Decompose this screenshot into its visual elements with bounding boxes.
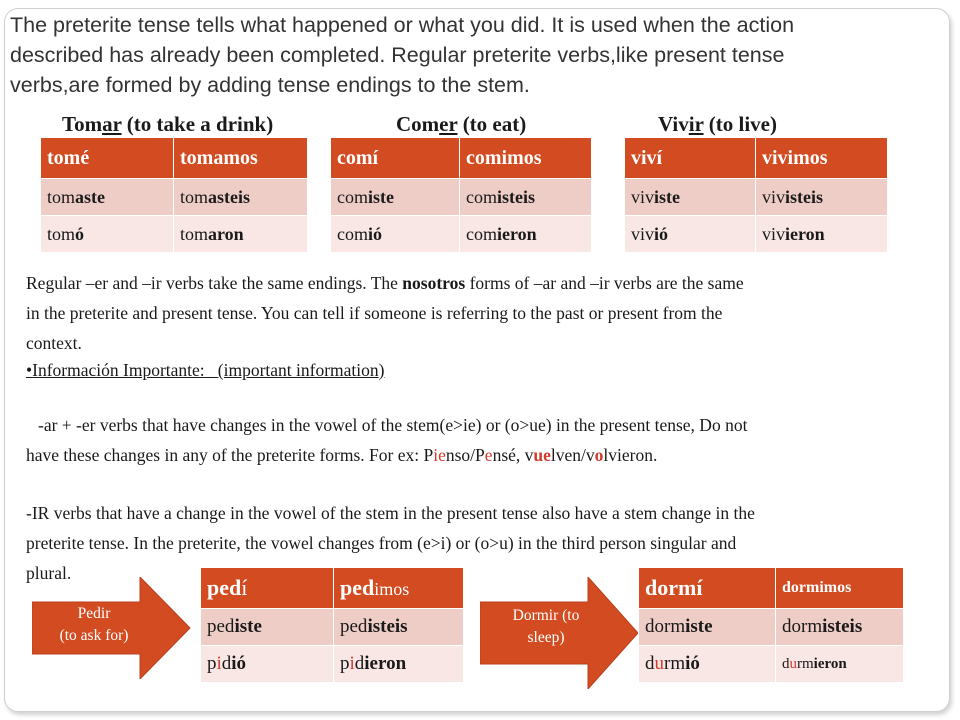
table-cell: vivimos bbox=[756, 138, 888, 179]
stem-change-ir-paragraph: -IR verbs that have a change in the vowel of the stem in the present tense also have a stem change in the preterite tense. In the preterite, the vowel changes from (e>i) or (o>u) in the third person singular and plural. bbox=[26, 503, 755, 583]
tomar-conjugation-table bbox=[40, 137, 308, 253]
intro-text bbox=[10, 10, 945, 100]
table-cell: durmieron bbox=[776, 646, 904, 683]
table-cell: dormí bbox=[639, 568, 776, 609]
pedir-conjugation-table bbox=[200, 567, 464, 683]
important-info-bullet: •Información Importante: (important information) bbox=[26, 360, 385, 380]
table-cell: viví bbox=[625, 138, 756, 179]
caption-comer: Comer (to eat) bbox=[396, 112, 527, 136]
table-cell: viviste bbox=[625, 179, 756, 216]
stem-change-ar-er-paragraph: -ar + -er verbs that have changes in the vowel of the stem(e>ie) or (o>ue) in the present tense, Do not have these changes in any of the preterite forms. For ex: Pienso/Pensé, vuelven/volvieron. bbox=[26, 415, 748, 465]
dormir-conjugation-table bbox=[638, 567, 904, 683]
table-cell: comiste bbox=[331, 179, 460, 216]
table-cell: pedisteis bbox=[334, 609, 464, 646]
table-cell: pedimos bbox=[334, 568, 464, 609]
table-cell: comieron bbox=[460, 216, 592, 253]
table-cell: vivió bbox=[625, 216, 756, 253]
table-cell: pediste bbox=[201, 609, 334, 646]
table-cell: tomaron bbox=[174, 216, 308, 253]
vivir-conjugation-table bbox=[624, 137, 888, 253]
table-cell: dormisteis bbox=[776, 609, 904, 646]
table-cell: comimos bbox=[460, 138, 592, 179]
endings-paragraph: Regular –er and –ir verbs take the same endings. The nosotros forms of –ar and –ir verbs are the same in the preterite and present tense. You can tell if someone is referring to the past or present from the context. bbox=[26, 273, 744, 353]
table-cell: vivisteis bbox=[756, 179, 888, 216]
caption-vivir: Vivir (to live) bbox=[658, 112, 777, 136]
intro-line: The preterite tense tells what happened or what you did. It is used when the action bbox=[10, 13, 795, 37]
pedir-arrow-label: Pedir (to ask for) bbox=[59, 605, 129, 644]
intro-line: described has already been completed. Regular preterite verbs,like present tense bbox=[10, 43, 785, 67]
comer-conjugation-table bbox=[330, 137, 592, 253]
table-cell: tomaste bbox=[41, 179, 174, 216]
table-cell: pidió bbox=[201, 646, 334, 683]
table-cell: durmió bbox=[639, 646, 776, 683]
table-cell: dormiste bbox=[639, 609, 776, 646]
table-cell: pedí bbox=[201, 568, 334, 609]
dormir-arrow-label: Dormir (to sleep) bbox=[512, 607, 580, 646]
table-cell: vivieron bbox=[756, 216, 888, 253]
caption-tomar: Tomar (to take a drink) bbox=[62, 112, 274, 136]
table-cell: tomó bbox=[41, 216, 174, 253]
intro-line: verbs,are formed by adding tense endings to the stem. bbox=[10, 73, 530, 97]
table-cell: tomasteis bbox=[174, 179, 308, 216]
table-cell: dormimos bbox=[776, 568, 904, 609]
table-cell: comí bbox=[331, 138, 460, 179]
table-cell: tomamos bbox=[174, 138, 308, 179]
table-cell: comió bbox=[331, 216, 460, 253]
table-cell: comisteis bbox=[460, 179, 592, 216]
table-cell: tomé bbox=[41, 138, 174, 179]
table-cell: pidieron bbox=[334, 646, 464, 683]
